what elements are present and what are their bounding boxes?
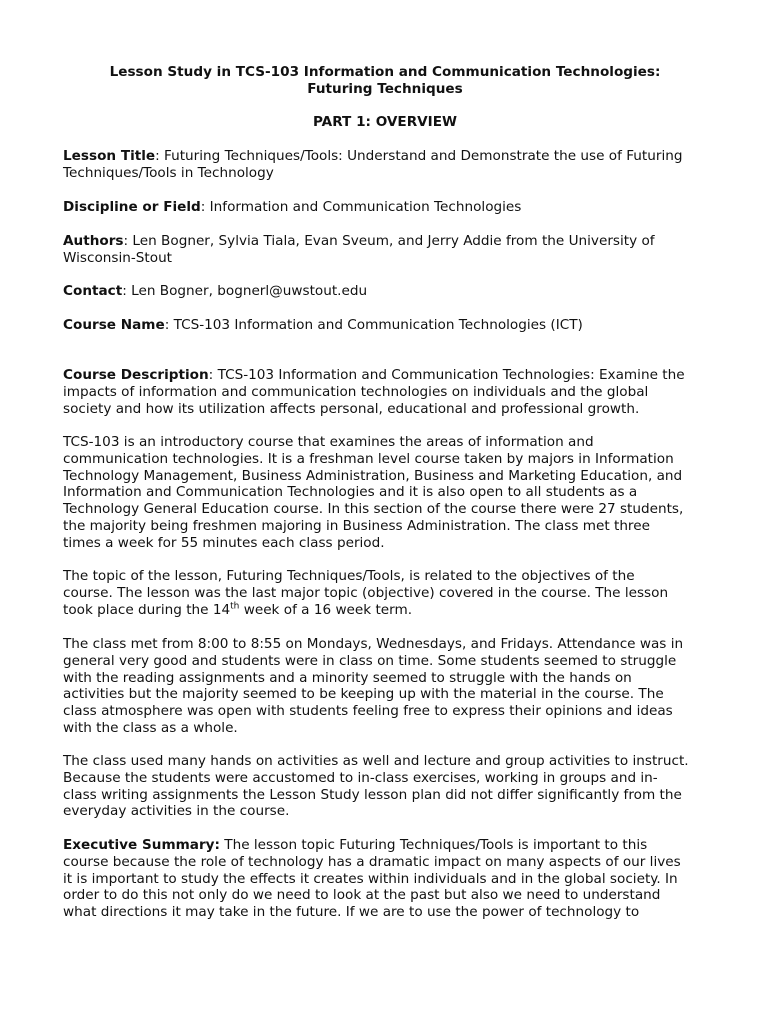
document-title bbox=[60, 64, 710, 98]
title-line-1: Lesson Study in TCS-103 Information and Communication Technologies: bbox=[109, 64, 661, 80]
lesson-title-text: : Futuring Techniques/Tools: Understand and Demonstrate the use of Futuring Techniques/Tools in Technology bbox=[63, 148, 683, 181]
topic-paragraph bbox=[63, 568, 711, 618]
contact-paragraph bbox=[63, 283, 711, 300]
course-name-text: : TCS-103 Information and Communication Technologies (ICT) bbox=[164, 317, 583, 333]
course-description-paragraph bbox=[63, 367, 711, 417]
executive-summary-label: Executive Summary: bbox=[63, 837, 220, 853]
contact-text: : Len Bogner, bognerl@uwstout.edu bbox=[122, 283, 368, 299]
part-heading: PART 1: OVERVIEW bbox=[312, 114, 458, 130]
activities-paragraph: The class used many hands on activities as well and lecture and group activities to instruct. Because the students were accustomed to in-class exercises, working in groups and in- class writing assignments the Lesson Study lesson plan did not differ significantly from the everyday activities in the course. bbox=[63, 753, 689, 820]
course-description-label: Course Description bbox=[63, 367, 209, 383]
course-name-label: Course Name bbox=[63, 317, 165, 333]
lesson-title-label: Lesson Title bbox=[63, 148, 156, 164]
title-line-2: Futuring Techniques bbox=[307, 81, 463, 97]
course-name-paragraph bbox=[63, 317, 711, 334]
discipline-label: Discipline or Field bbox=[63, 199, 201, 215]
discipline-text: : Information and Communication Technologies bbox=[200, 199, 522, 215]
authors-paragraph bbox=[63, 233, 711, 267]
contact-label: Contact bbox=[63, 283, 123, 299]
course-description-text: : TCS-103 Information and Communication Technologies: Examine the impacts of information and communication technologies on individuals and the global society and how its utilization affects personal, educational and professional growth. bbox=[63, 367, 685, 417]
executive-summary-paragraph bbox=[63, 837, 711, 921]
lesson-title-paragraph bbox=[63, 148, 711, 182]
topic-text-a: The topic of the lesson, Futuring Techniques/Tools, is related to the objectives of the course. The lesson was the last major topic (objective) covered in the course. The lesson took place during the 14 bbox=[63, 568, 669, 618]
schedule-paragraph: The class met from 8:00 to 8:55 on Mondays, Wednesdays, and Fridays. Attendance was in general very good and students were in class on time. Some students seemed to struggle with the reading assignments and a minority seemed to struggle with the hands on activities but the majority seemed to be keeping up with the material in the course. The class atmosphere was open with students feeling free to express their opinions and ideas with the class as a whole. bbox=[63, 636, 684, 736]
discipline-paragraph bbox=[63, 199, 711, 216]
intro-paragraph: TCS-103 is an introductory course that examines the areas of information and communication technologies. It is a freshman level course taken by majors in Information Technology Management, Business Administration, Business and Marketing Education, and Information and Communication Technologies and it is also open to all students as a Technology General Education course. In this section of the course there were 27 students, the majority being freshmen majoring in Business Administration. The class met three times a week for 55 minutes each class period. bbox=[63, 434, 684, 551]
topic-superscript: th bbox=[230, 601, 240, 612]
topic-text-b: week of a 16 week term. bbox=[239, 601, 413, 618]
executive-summary-text: The lesson topic Futuring Techniques/Tools is important to this course because the role of technology has a dramatic impact on many aspects of our lives it is important to study the effects it creates within individuals and in the global society. In order to do this not only do we need to look at the past but also we need to understand what directions it may take in the future. If we are to use the power of technology to bbox=[63, 837, 681, 921]
authors-text: : Len Bogner, Sylvia Tiala, Evan Sveum, and Jerry Addie from the University of Wisconsin-Stout bbox=[63, 233, 655, 266]
authors-label: Authors bbox=[63, 233, 124, 249]
